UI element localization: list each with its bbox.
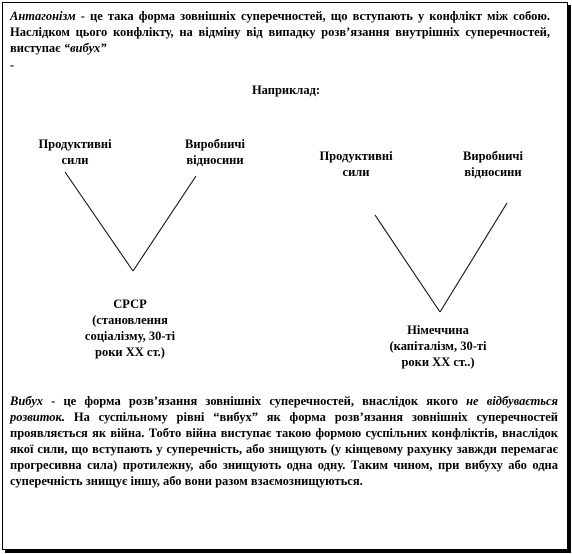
dash-mark: - [10,58,15,72]
left-line-a [65,172,133,271]
right-line-a [375,215,440,312]
left-node-production-relations: Виробничі відносини [185,137,245,167]
outro-paragraph: Вибух - це форма розв’язання зовнішніх суперечностей, внаслідок якого не відбувається розвиток. На суспільному рівні “вибух” як форма розв’язання зовнішніх суперечностей проявляється як війна. Тобто війна виступає такою формою суспільних конфліктів, внаслідок якої сили, що вступають у суперечність, або знищують (у кінцевому рахунку завжди перемагає прогресивна сила) протилежну, або знищують одна одну. Таким чином, при вибуху або одна суперечність знищує іншу, або вони разом взаємознищуються. [10,394,558,488]
outro-emphasis: не відбувається розвиток. [10,394,558,424]
right-line-b [440,203,507,312]
left-node-result: СРСР (становлення соціалізму, 30-ті роки ХХ ст.) [84,297,176,359]
left-line-b [133,176,196,271]
right-node-productive-forces: Продуктивні сили [319,149,393,179]
outro-term: Вибух [10,394,43,408]
left-node-productive-forces: Продуктивні сили [38,137,112,167]
intro-quote: “вибух” [63,41,107,55]
intro-text: - це така форма зовнішніх суперечностей, що вступають у конфлікт між собою. Наслідком цього конфлікту, на відміну від випадку розв’язання внутрішніх суперечностей, виступає [10,9,550,55]
intro-term: Антагонізм [10,9,76,23]
example-label: Наприклад: [251,83,321,97]
right-node-production-relations: Виробничі відносини [463,149,523,179]
right-node-result: Німеччина (капіталізм, 30-ті роки ХХ ст..) [389,323,487,369]
